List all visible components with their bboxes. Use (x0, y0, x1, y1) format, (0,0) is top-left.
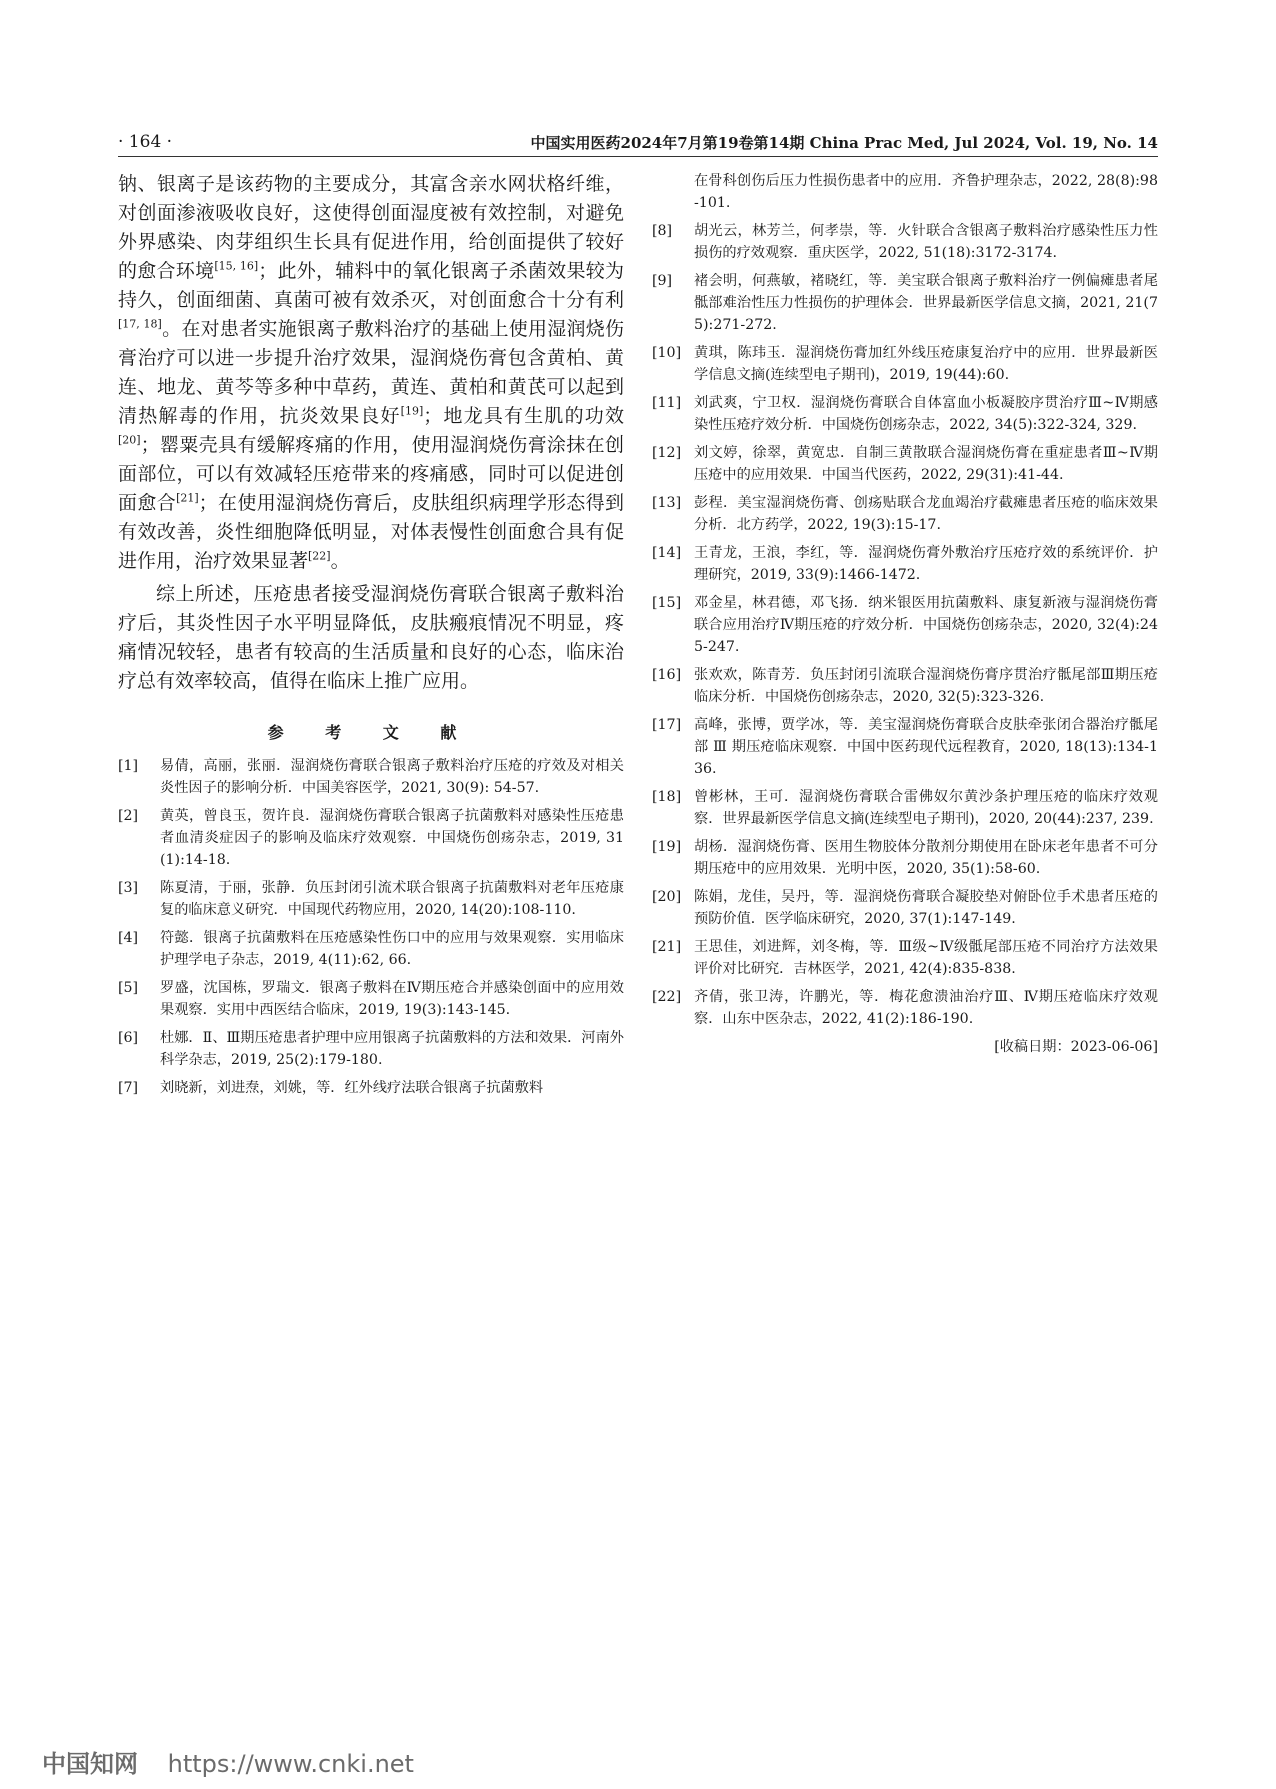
reference-authors: 符懿． (160, 930, 204, 946)
reference-text (694, 495, 1158, 533)
received-date: [收稿日期：2023-06-06] (994, 1039, 1158, 1055)
reference-number: [22] (652, 989, 682, 1005)
reference-text (694, 789, 1158, 827)
reference-item (652, 270, 1158, 336)
reference-text (694, 667, 1158, 705)
reference-number: [7] (118, 1080, 139, 1096)
reference-title-source: 湿润烧伤膏联合银离子敷料治疗压疮的疗效及对相关炎性因子的影响分析．中国美容医学，2021, 30(9): 54-57. (160, 758, 624, 796)
reference-number: [20] (652, 889, 682, 905)
reference-text (160, 1080, 543, 1096)
reference-title-source: 自制三黄散联合湿润烧伤膏在重症患者Ⅲ~Ⅳ期压疮中的应用效果．中国当代医药，2022, 29(31):41-44. (694, 445, 1158, 483)
reference-item (652, 592, 1158, 658)
citation-ref: [20] (118, 433, 141, 447)
reference-number: [13] (652, 495, 682, 511)
reference-item (652, 714, 1158, 780)
reference-text (694, 839, 1158, 877)
page-header (118, 132, 1158, 156)
reference-authors: 易倩，高丽，张丽． (160, 758, 291, 774)
reference-title-source: 湿润烧伤膏加红外线压疮康复治疗中的应用．世界最新医学信息文摘(连续型电子期刊)，2019, 19(44):60. (694, 345, 1158, 383)
reference-authors: 高峰，张博，贾学冰，等． (694, 717, 869, 733)
reference-title-source: 负压封闭引流术联合银离子抗菌敷料对老年压疮康复的临床意义研究．中国现代药物应用，2020, 14(20):108-110. (160, 880, 624, 918)
reference-item (652, 492, 1158, 536)
reference-item (652, 220, 1158, 264)
reference-item (118, 1027, 624, 1071)
reference-authors: 彭程． (694, 495, 738, 511)
text-run: 。在对患者实施银离子敷料治疗的基础上使用湿润烧伤膏治疗可以进一步提升治疗效果，湿润烧伤膏包含黄柏、黄连、地龙、黄芩等多种中草药，黄连、黄柏和黄芪可以起到清热解毒的作用，抗炎效果良好 (118, 318, 624, 427)
reference-item (118, 1077, 624, 1099)
reference-number: [11] (652, 395, 682, 411)
reference-text (694, 273, 1158, 333)
reference-authors: 张欢欢，陈青芳． (694, 667, 811, 683)
reference-number: [15] (652, 595, 682, 611)
reference-title-source: 湿润烧伤膏联合凝胶垫对俯卧位手术患者压疮的预防价值．医学临床研究，2020, 37(1):147-149. (694, 889, 1158, 927)
reference-item (652, 442, 1158, 486)
reference-authors: 齐倩，张卫涛，许鹏光，等． (694, 989, 890, 1005)
reference-title-source: 红外线疗法联合银离子抗菌敷料 (344, 1080, 544, 1096)
text-run: ；地龙具有生肌的功效 (423, 405, 624, 427)
reference-title-source: 梅花愈溃油治疗Ⅲ、Ⅳ期压疮临床疗效观察．山东中医杂志，2022, 41(2):186-190. (694, 989, 1158, 1027)
reference-title-source: 负压封闭引流联合湿润烧伤膏序贯治疗骶尾部Ⅲ期压疮临床分析．中国烧伤创疡杂志，2020, 32(5):323-326. (694, 667, 1158, 705)
reference-authors: 陈夏清，于丽，张静． (160, 880, 306, 896)
reference-authors: 褚会明，何燕敏，褚晓红，等． (694, 273, 898, 289)
reference-title-source: 美宝联合银离子敷料治疗一例偏瘫患者尾骶部难治性压力性损伤的护理体会．世界最新医学信息文摘，2021, 21(75):271-272. (694, 273, 1158, 333)
reference-title-source: 湿润烧伤膏、医用生物胶体分散剂分期使用在卧床老年患者不可分期压疮中的应用效果．光明中医，2020, 35(1):58-60. (694, 839, 1158, 877)
text-run: 钠、银离子是该药物的主要成分，其富含亲水网状格纤维，对创面渗液吸收良好，这使得创面湿度被有效控制，对避免外界感染、肉芽组织生长具有促进作用，给创面提供了较好的愈合环境 (118, 173, 624, 282)
reference-text (694, 939, 1158, 977)
reference-title-source: 美宝湿润烧伤膏联合皮肤牵张闭合器治疗骶尾部 Ⅲ 期压疮临床观察．中国中医药现代远程教育，2020, 18(13):134-136. (694, 717, 1158, 777)
reference-title-source: Ⅱ、Ⅲ期压疮患者护理中应用银离子抗菌敷料的方法和效果．河南外科学杂志，2019, 25(2):179-180. (160, 1030, 624, 1068)
reference-authors: 刘晓新，刘进焘，刘姚，等． (160, 1080, 345, 1096)
cnki-url: https://www.cnki.net (167, 1750, 414, 1778)
reference-text (694, 595, 1158, 655)
reference-authors: 邓金星，林君德，邓飞扬． (694, 595, 869, 611)
reference-authors: 罗盛，沈国栋，罗瑞文． (160, 980, 320, 996)
reference-title-source: 火针联合含银离子敷料治疗感染性压力性损伤的疗效观察．重庆医学，2022, 51(18):3172-3174. (694, 223, 1158, 261)
reference-item (118, 977, 624, 1021)
text-run: ；罂粟壳具有缓解疼痛的作用，使用湿润烧伤膏涂抹在创面部位，可以有效减轻压疮带来的疼痛感，同时可以促进创面愈合 (118, 434, 624, 514)
reference-number: [17] (652, 717, 682, 733)
journal-citation: 中国实用医药2024年7月第19卷第14期 China Prac Med, Jul 2024, Vol. 19, No. 14 (530, 134, 1158, 152)
reference-title-source: 在骨科创伤后压力性损伤患者中的应用．齐鲁护理杂志，2022, 28(8):98-101. (694, 173, 1158, 211)
reference-number: [19] (652, 839, 682, 855)
text-run: ；在使用湿润烧伤膏后，皮肤组织病理学形态得到有效改善，炎性细胞降低明显，对体表慢性创面愈合具有促进作用，治疗效果显著 (118, 492, 624, 572)
citation-ref: [17, 18] (118, 317, 162, 331)
reference-text (694, 345, 1158, 383)
reference-authors: 黄琪，陈玮玉． (694, 345, 796, 361)
reference-item (118, 805, 624, 871)
cnki-watermark (42, 1744, 414, 1779)
reference-item (118, 927, 624, 971)
reference-text (694, 173, 1158, 211)
reference-list-right (652, 170, 1158, 1030)
cnki-logo: 中国知网 (42, 1750, 138, 1778)
reference-title-source: Ⅲ级~Ⅳ级骶尾部压疮不同治疗方法效果评价对比研究．吉林医学，2021, 42(4):835-838. (694, 939, 1158, 977)
reference-item (652, 170, 1158, 214)
reference-text (694, 545, 1158, 583)
citation-ref: [15, 16] (214, 259, 259, 273)
reference-text (160, 980, 624, 1018)
reference-authors: 王青龙，王浪，李红，等． (694, 545, 869, 561)
reference-text (160, 930, 624, 968)
reference-item (652, 786, 1158, 830)
body-paragraph-2: 综上所述，压疮患者接受湿润烧伤膏联合银离子敷料治疗后，其炎性因子水平明显降低，皮肤瘢痕情况不明显，疼痛情况较轻，患者有较高的生活质量和良好的心态，临床治疗总有效率较高，值得在临床上推广应用。 (118, 583, 624, 692)
reference-item (652, 936, 1158, 980)
reference-text (694, 717, 1158, 777)
reference-text (694, 889, 1158, 927)
reference-item (652, 664, 1158, 708)
reference-item (652, 986, 1158, 1030)
reference-text (160, 758, 624, 796)
citation-ref: [22] (308, 549, 331, 563)
text-run: ；此外，辅料中的氧化银离子杀菌效果较为持久，创面细菌、真菌可被有效杀灭，对创面愈合十分有利 (118, 260, 624, 311)
reference-number: [14] (652, 545, 682, 561)
citation-ref: [21] (176, 491, 199, 505)
reference-text (160, 808, 624, 868)
reference-title-source: 银离子敷料在Ⅳ期压疮合并感染创面中的应用效果观察．实用中西医结合临床，2019, 19(3):143-145. (160, 980, 624, 1018)
reference-authors: 胡光云，林芳兰，何孝崇，等． (694, 223, 898, 239)
reference-text (694, 223, 1158, 261)
reference-authors: 曾彬林，王可． (694, 789, 799, 805)
reference-number: [1] (118, 758, 139, 774)
page-number: · 164 · (118, 132, 173, 152)
reference-item (652, 836, 1158, 880)
reference-title-source: 美宝湿润烧伤膏、创疡贴联合龙血竭治疗截瘫患者压疮的临床效果分析．北方药学，2022, 19(3):15-17. (694, 495, 1158, 533)
reference-list-left (118, 755, 624, 1099)
reference-number: [4] (118, 930, 139, 946)
reference-number: [10] (652, 345, 682, 361)
reference-number: [12] (652, 445, 682, 461)
citation-ref: [19] (400, 404, 424, 418)
reference-number: [6] (118, 1030, 139, 1046)
body-paragraph-1 (118, 170, 624, 576)
left-column (118, 170, 624, 1105)
reference-item (652, 392, 1158, 436)
header-rule (118, 156, 1158, 157)
reference-authors: 胡杨． (694, 839, 738, 855)
reference-title-source: 银离子抗菌敷料在压疮感染性伤口中的应用与效果观察．实用临床护理学电子杂志，2019, 4(11):62, 66. (160, 930, 624, 968)
reference-item (118, 755, 624, 799)
reference-number: [5] (118, 980, 139, 996)
reference-text (694, 395, 1158, 433)
reference-number: [18] (652, 789, 682, 805)
reference-authors: 黄英，曾良玉，贺许良． (160, 808, 320, 824)
text-run: 。 (330, 550, 350, 572)
reference-title-source: 湿润烧伤膏联合自体富血小板凝胶序贯治疗Ⅲ~Ⅳ期感染性压疮疗效分析．中国烧伤创疡杂志，2022, 34(5):322-324, 329. (694, 395, 1158, 433)
reference-number: [21] (652, 939, 682, 955)
reference-title-source: 湿润烧伤膏外敷治疗压疮疗效的系统评价．护理研究，2019, 33(9):1466-1472. (694, 545, 1158, 583)
reference-authors: 刘武爽，宁卫权． (694, 395, 811, 411)
reference-title-source: 湿润烧伤膏联合雷佛奴尔黄沙条护理压疮的临床疗效观察．世界最新医学信息文摘(连续型电子期刊)，2020, 20(44):237, 239. (694, 789, 1158, 827)
right-column (652, 170, 1158, 1058)
reference-number: [2] (118, 808, 139, 824)
reference-text (160, 1030, 624, 1068)
reference-item (118, 877, 624, 921)
reference-text (694, 989, 1158, 1027)
reference-item (652, 342, 1158, 386)
reference-number: [16] (652, 667, 682, 683)
reference-number: [9] (652, 273, 673, 289)
reference-authors: 王思佳，刘进辉，刘冬梅，等． (694, 939, 899, 955)
reference-number: [3] (118, 880, 139, 896)
reference-title-source: 纳米银医用抗菌敷料、康复新液与湿润烧伤膏联合应用治疗Ⅳ期压疮的疗效分析．中国烧伤创疡杂志，2020, 32(4):245-247. (694, 595, 1158, 655)
reference-number: [8] (652, 223, 673, 239)
reference-title-source: 湿润烧伤膏联合银离子抗菌敷料对感染性压疮患者血清炎症因子的影响及临床疗效观察．中国烧伤创疡杂志，2019, 31(1):14-18. (160, 808, 624, 868)
reference-item (652, 886, 1158, 930)
reference-text (160, 880, 624, 918)
reference-authors: 刘文婷，徐翠，黄宽忠． (694, 445, 855, 461)
reference-authors: 陈娟，龙佳，吴丹，等． (694, 889, 854, 905)
references-heading: 参 考 文 献 (267, 723, 475, 742)
reference-authors: 杜娜． (160, 1030, 203, 1046)
reference-text (694, 445, 1158, 483)
reference-item (652, 542, 1158, 586)
